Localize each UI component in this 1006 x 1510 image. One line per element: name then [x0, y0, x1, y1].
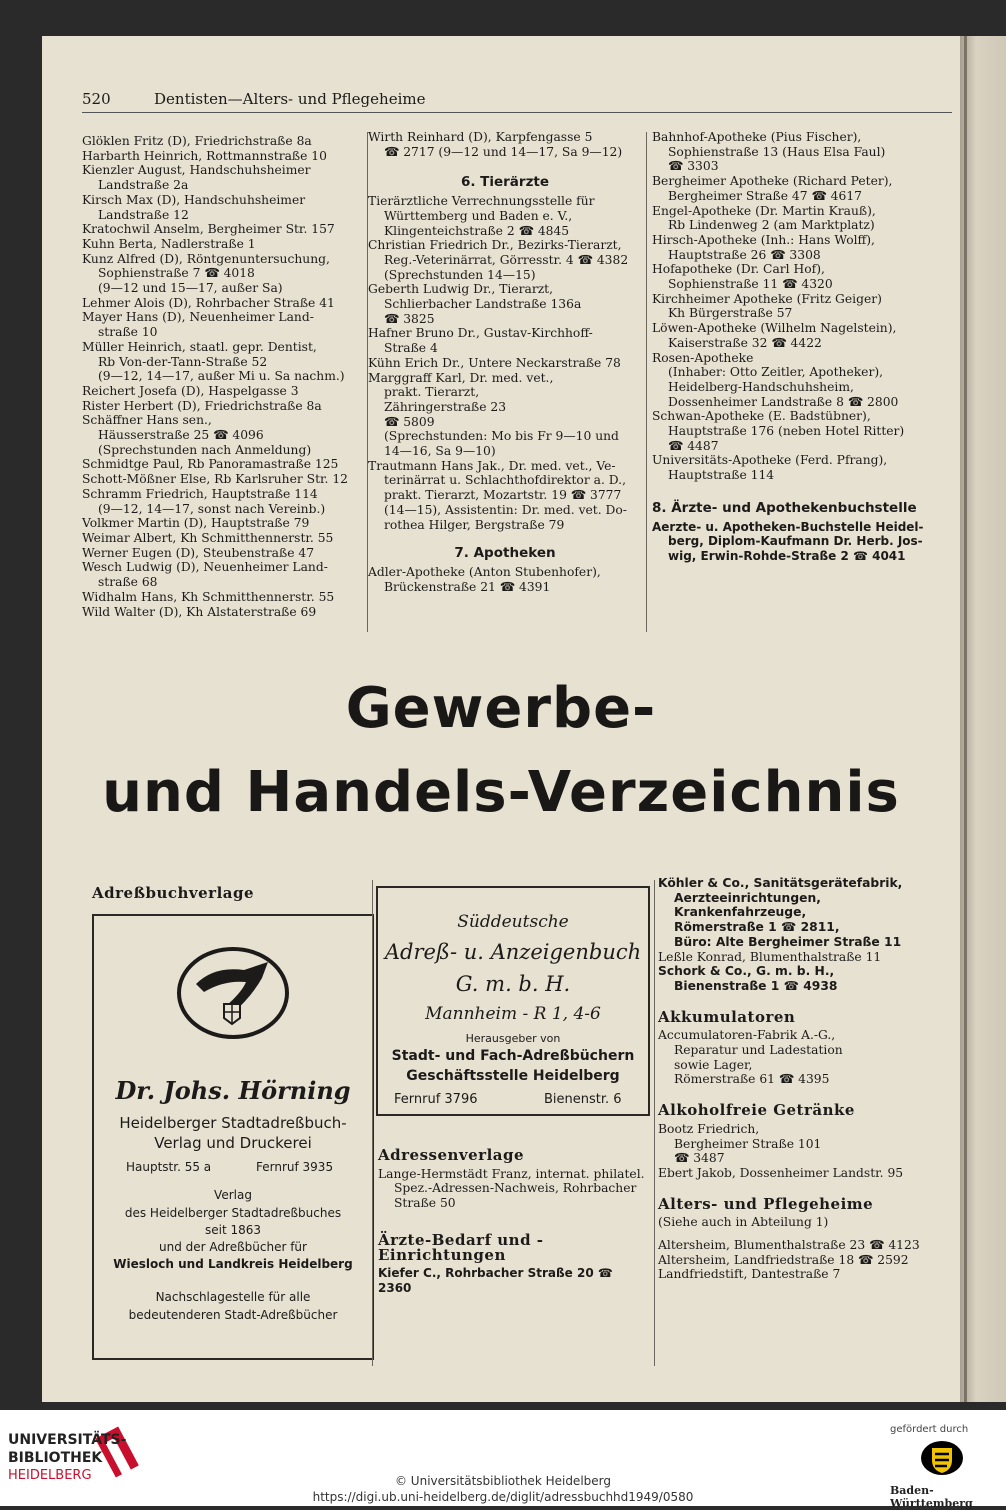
list-item: Marggraff Karl, Dr. med. vet.,: [368, 370, 554, 385]
heading-aerztebedarf: Ärzte-Bedarf und -Einrichtungen: [378, 1230, 544, 1264]
list-item: Schwan-Apotheke (E. Badstübner),: [652, 409, 871, 424]
list-item: Hafner Bruno Dr., Gustav-Kirchhoff-: [368, 326, 593, 341]
list-item: terinärrat u. Schlachthofdirektor a. D.,: [384, 473, 627, 488]
list-item: Landstraße 2a: [98, 178, 189, 193]
list-item: ☎ 5809: [384, 414, 435, 429]
list-item: Spez.-Adressen-Nachweis, Rohrbacher: [394, 1181, 637, 1196]
list-item: Universitäts-Apotheke (Ferd. Pfrang),: [652, 453, 888, 468]
list-item: (14—15), Assistentin: Dr. med. vet. Do-: [384, 502, 627, 517]
list-item: ☎ 3825: [384, 311, 435, 326]
heading-alkoholfreie: Alkoholfreie Getränke: [658, 1101, 855, 1120]
funded-by-text: gefördert durch: [890, 1424, 969, 1435]
list-item: Werner Eugen (D), Steubenstraße 47: [82, 545, 315, 560]
list-item: (Siehe auch in Abteilung 1): [658, 1215, 829, 1230]
list-item: (Sprechstunden: Mo bis Fr 9—10 und: [384, 429, 619, 444]
list-item: Sophienstraße 13 (Haus Elsa Faul): [668, 144, 886, 159]
list-item: Rosen-Apotheke: [652, 350, 754, 365]
directory-title-line1: Gewerbe-: [345, 676, 657, 741]
list-item: Reparatur und Ladestation: [674, 1043, 843, 1058]
list-item: Straße 4: [384, 341, 438, 356]
list-item: Kienzler August, Handschuhsheimer: [82, 163, 311, 178]
permalink[interactable]: https://digi.ub.uni-heidelberg.de/diglit/adressbuchhd1949/0580: [312, 1490, 694, 1504]
list-item: straße 68: [98, 575, 158, 590]
list-item: prakt. Tierarzt,: [384, 385, 480, 400]
list-item: Aerzteeinrichtungen, Krankenfahrzeuge,: [674, 890, 821, 920]
list-item: straße 10: [98, 325, 158, 340]
list-item: Accumulatoren-Fabrik A.-G.,: [658, 1028, 836, 1043]
list-item: Aerzte- u. Apotheken-Buchstelle Heidel-: [652, 519, 924, 534]
list-item: (9—12 und 15—17, außer Sa): [98, 281, 283, 296]
heading-adressenverlage: Adressenverlage: [378, 1146, 525, 1164]
hoerning-phone: Fernruf 3935: [256, 1160, 334, 1174]
list-item: Hofapotheke (Dr. Carl Hof),: [652, 262, 825, 277]
list-item: Rister Herbert (D), Friedrichstraße 8a: [82, 398, 322, 413]
list-item: Wild Walter (D), Kh Alstaterstraße 69: [82, 604, 317, 619]
list-item: Bergheimer Straße 101: [674, 1136, 822, 1151]
list-item: berg, Diplom-Kaufmann Dr. Herb. Jos-: [668, 534, 923, 549]
list-item: Kuhn Berta, Nadlerstraße 1: [82, 236, 256, 251]
list-item: Bienenstraße 1 ☎ 4938: [674, 978, 838, 993]
scanned-page: [42, 36, 960, 1402]
list-item: Römerstraße 1 ☎ 2811,: [674, 920, 840, 935]
list-item: rothea Hilger, Bergstraße 79: [384, 517, 565, 532]
list-item: Hirsch-Apotheke (Inh.: Hans Wolff),: [652, 232, 875, 247]
sueddeutsche-ad: [376, 886, 650, 1116]
list-item: Christian Friedrich Dr., Bezirks-Tierarzt,: [368, 238, 622, 253]
list-item: Büro: Alte Bergheimer Straße 11: [674, 934, 902, 949]
list-item: Kühn Erich Dr., Untere Neckarstraße 78: [368, 355, 621, 370]
heading-akkumulatoren: Akkumulatoren: [658, 1007, 796, 1026]
list-item: Glöklen Fritz (D), Friedrichstraße 8a: [82, 134, 312, 148]
list-item: Engel-Apotheke (Dr. Martin Krauß),: [652, 203, 876, 218]
list-item: Zähringerstraße 23: [384, 399, 507, 414]
hoerning-v4: und der Adreßbücher für: [159, 1240, 307, 1254]
list-item: ☎ 3487: [674, 1151, 725, 1166]
hoerning-n1: Nachschlagestelle für alle: [155, 1290, 311, 1304]
publisher-logo-icon: [174, 944, 292, 1042]
list-item: Lehmer Alois (D), Rohrbacher Straße 41: [82, 295, 335, 310]
hoerning-v5: Wiesloch und Landkreis Heidelberg: [113, 1257, 353, 1271]
hoerning-ad: [92, 914, 374, 1360]
list-item: Straße 50: [394, 1196, 456, 1211]
sd-line2: Adreß- u. Anzeigenbuch: [384, 940, 642, 964]
list-item: Weimar Albert, Kh Schmitthennerstr. 55: [82, 530, 334, 545]
list-item: Römerstraße 61 ☎ 4395: [674, 1072, 830, 1087]
list-item: prakt. Tierarzt, Mozartstr. 19 ☎ 3777: [384, 488, 622, 503]
list-item: [658, 1230, 948, 1238]
copyright-text: © Universitätsbibliothek Heidelberg: [394, 1474, 611, 1488]
list-item: Bahnhof-Apotheke (Pius Fischer),: [652, 130, 862, 144]
page-number: 520: [82, 90, 111, 108]
heading-altersheime: Alters- und Pflegeheime: [658, 1194, 874, 1213]
list-item: Schork & Co., G. m. b. H.,: [658, 964, 835, 979]
list-item: (9—12, 14—17, sonst nach Vereinb.): [98, 501, 326, 516]
list-item: Tierärztliche Verrechnungsstelle für: [368, 194, 595, 209]
list-item: Brückenstraße 21 ☎ 4391: [384, 579, 551, 594]
list-item: Harbarth Heinrich, Rottmannstraße 10: [82, 148, 327, 163]
list-item: sowie Lager,: [674, 1057, 753, 1072]
pharmacies-column: [652, 130, 942, 564]
dentists-column: [82, 134, 364, 619]
list-item: Schlierbacher Landstraße 136a: [384, 297, 582, 312]
list-item: Kh Bürgerstraße 57: [668, 306, 793, 321]
list-item: Häusserstraße 25 ☎ 4096: [98, 428, 264, 443]
sd-phone: Fernruf 3796: [394, 1092, 478, 1107]
list-item: Kirsch Max (D), Handschuhsheimer: [82, 192, 306, 207]
directory-title-line2: und Handels-Verzeichnis: [102, 760, 900, 825]
list-item: Landstraße 12: [98, 207, 189, 222]
book-binding: [960, 36, 1006, 1402]
list-item: Leßle Konrad, Blumenthalstraße 11: [658, 949, 882, 964]
list-item: Wesch Ludwig (D), Neuenheimer Land-: [82, 560, 328, 575]
sd-publisher-of: Herausgeber von: [465, 1032, 561, 1045]
list-item: Altersheim, Blumenthalstraße 23 ☎ 4123: [658, 1238, 920, 1253]
list-item: (Inhaber: Otto Zeitler, Apotheker),: [668, 365, 884, 380]
hoerning-v1: Verlag: [214, 1188, 252, 1202]
list-item: Schäffner Hans sen.,: [82, 413, 212, 428]
list-item: Schott-Mößner Else, Rb Karlsruher Str. 12: [82, 472, 348, 487]
list-item: Ebert Jakob, Dossenheimer Landstr. 95: [658, 1165, 904, 1180]
list-item: Hauptstraße 26 ☎ 3308: [668, 247, 821, 262]
list-item: Kirchheimer Apotheke (Fritz Geiger): [652, 291, 882, 306]
section-7-title: 7. Apotheken: [454, 545, 556, 562]
list-item: ☎ 3303: [668, 159, 719, 174]
list-item: Bergheimer Straße 47 ☎ 4617: [668, 188, 862, 203]
list-item: Wirth Reinhard (D), Karpfengasse 5: [368, 130, 593, 144]
list-item: (Sprechstunden 14—15): [384, 267, 536, 282]
list-item: Altersheim, Landfriedstraße 18 ☎ 2592: [658, 1252, 909, 1267]
list-item: Bergheimer Apotheke (Richard Peter),: [652, 174, 893, 189]
list-item: Schmidtge Paul, Rb Panoramastraße 125: [82, 457, 339, 472]
list-item: Kratochwil Anselm, Bergheimer Str. 157: [82, 222, 335, 237]
list-item: Lange-Hermstädt Franz, internat. philatel.: [378, 1166, 645, 1181]
list-item: Heidelberg-Handschuhsheim,: [668, 379, 854, 394]
aerztebedarf-entry: Kiefer C., Rohrbacher Straße 20 ☎ 2360: [378, 1266, 613, 1295]
list-item: Reichert Josefa (D), Haspelgasse 3: [82, 383, 299, 398]
list-item: Köhler & Co., Sanitätsgerätefabrik,: [658, 876, 903, 890]
list-item: Bootz Friedrich,: [658, 1121, 760, 1136]
column-rule: [654, 880, 655, 1366]
state-coat-of-arms-icon: [920, 1440, 964, 1476]
library-name-1: UNIVERSITÄTS-: [8, 1432, 127, 1448]
list-item: (Sprechstunden nach Anmeldung): [98, 442, 312, 457]
header-rule: [82, 112, 952, 113]
list-item: 14—16, Sa 9—10): [384, 444, 496, 459]
hoerning-line1: Heidelberger Stadtadreßbuch-: [119, 1114, 347, 1132]
sd-line3: G. m. b. H.: [455, 972, 571, 996]
list-item: Württemberg und Baden e. V.,: [384, 208, 573, 223]
hoerning-name: Dr. Johs. Hörning: [115, 1076, 351, 1105]
state-name: Baden-Württemberg: [890, 1484, 973, 1510]
library-name-3: HEIDELBERG: [8, 1468, 92, 1483]
list-item: Sophienstraße 7 ☎ 4018: [98, 266, 255, 281]
list-item: Sophienstraße 11 ☎ 4320: [668, 277, 833, 292]
sd-line7: Geschäftsstelle Heidelberg: [406, 1068, 620, 1084]
vets-column: [368, 130, 642, 594]
list-item: Volkmer Martin (D), Hauptstraße 79: [82, 516, 310, 531]
list-item: Klingenteichstraße 2 ☎ 4845: [384, 223, 570, 238]
hoerning-v2: des Heidelberger Stadtadreßbuches: [124, 1206, 342, 1220]
sd-line1: Süddeutsche: [457, 912, 569, 932]
running-title: Dentisten—Alters- und Pflegeheime: [154, 90, 426, 108]
sd-line6: Stadt- und Fach-Adreßbüchern: [391, 1048, 635, 1064]
heading-adressbuchverlage: Adreßbuchverlage: [92, 884, 255, 902]
list-item: Hauptstraße 114: [668, 468, 775, 483]
list-item: Adler-Apotheke (Anton Stubenhofer),: [368, 564, 601, 579]
list-item: Müller Heinrich, staatl. gepr. Dentist,: [82, 339, 317, 354]
sd-line4: Mannheim - R 1, 4-6: [425, 1004, 601, 1024]
list-item: Geberth Ludwig Dr., Tierarzt,: [368, 282, 554, 297]
sd-address: Bienenstr. 6: [544, 1092, 622, 1107]
library-name-2: BIBLIOTHEK: [8, 1450, 103, 1466]
list-item: Landfriedstift, Dantestraße 7: [658, 1267, 841, 1282]
section-8-title: 8. Ärzte- und Apothekenbuchstelle: [652, 499, 917, 516]
column-rule: [646, 132, 647, 632]
list-item: ☎ 4487: [668, 438, 719, 453]
section-6-title: 6. Tierärzte: [460, 174, 550, 191]
footer-bar: [0, 1410, 1006, 1510]
hoerning-line2: Verlag und Druckerei: [154, 1134, 312, 1152]
list-item: Trautmann Hans Jak., Dr. med. vet., Ve-: [368, 458, 616, 473]
list-item: Kaiserstraße 32 ☎ 4422: [668, 335, 822, 350]
hoerning-address: Hauptstr. 55 a: [126, 1160, 212, 1174]
column-rule: [372, 880, 373, 1366]
adressenverlage-section: [378, 1146, 650, 1296]
lower-right-column: [658, 876, 948, 1282]
list-item: wig, Erwin-Rohde-Straße 2 ☎ 4041: [668, 548, 906, 563]
list-item: Rb Von-der-Tann-Straße 52: [98, 354, 268, 369]
hoerning-v3: seit 1863: [204, 1223, 262, 1237]
list-item: Mayer Hans (D), Neuenheimer Land-: [82, 310, 314, 325]
hoerning-n2: bedeutenderen Stadt-Adreßbücher: [128, 1308, 338, 1322]
list-item: Kunz Alfred (D), Röntgenuntersuchung,: [82, 251, 330, 266]
list-item: Hauptstraße 176 (neben Hotel Ritter): [668, 424, 905, 439]
list-item: Dossenheimer Landstraße 8 ☎ 2800: [668, 394, 899, 409]
list-item: Schramm Friedrich, Hauptstraße 114: [82, 486, 318, 501]
list-item: Rb Lindenweg 2 (am Marktplatz): [668, 218, 875, 233]
list-item: (9—12, 14—17, außer Mi u. Sa nachm.): [98, 369, 345, 384]
list-item: Widhalm Hans, Kh Schmitthennerstr. 55: [82, 589, 335, 604]
list-item: ☎ 2717 (9—12 und 14—17, Sa 9—12): [384, 144, 623, 159]
list-item: Reg.-Veterinärrat, Görresstr. 4 ☎ 4382: [384, 252, 629, 267]
list-item: Löwen-Apotheke (Wilhelm Nagelstein),: [652, 321, 897, 336]
